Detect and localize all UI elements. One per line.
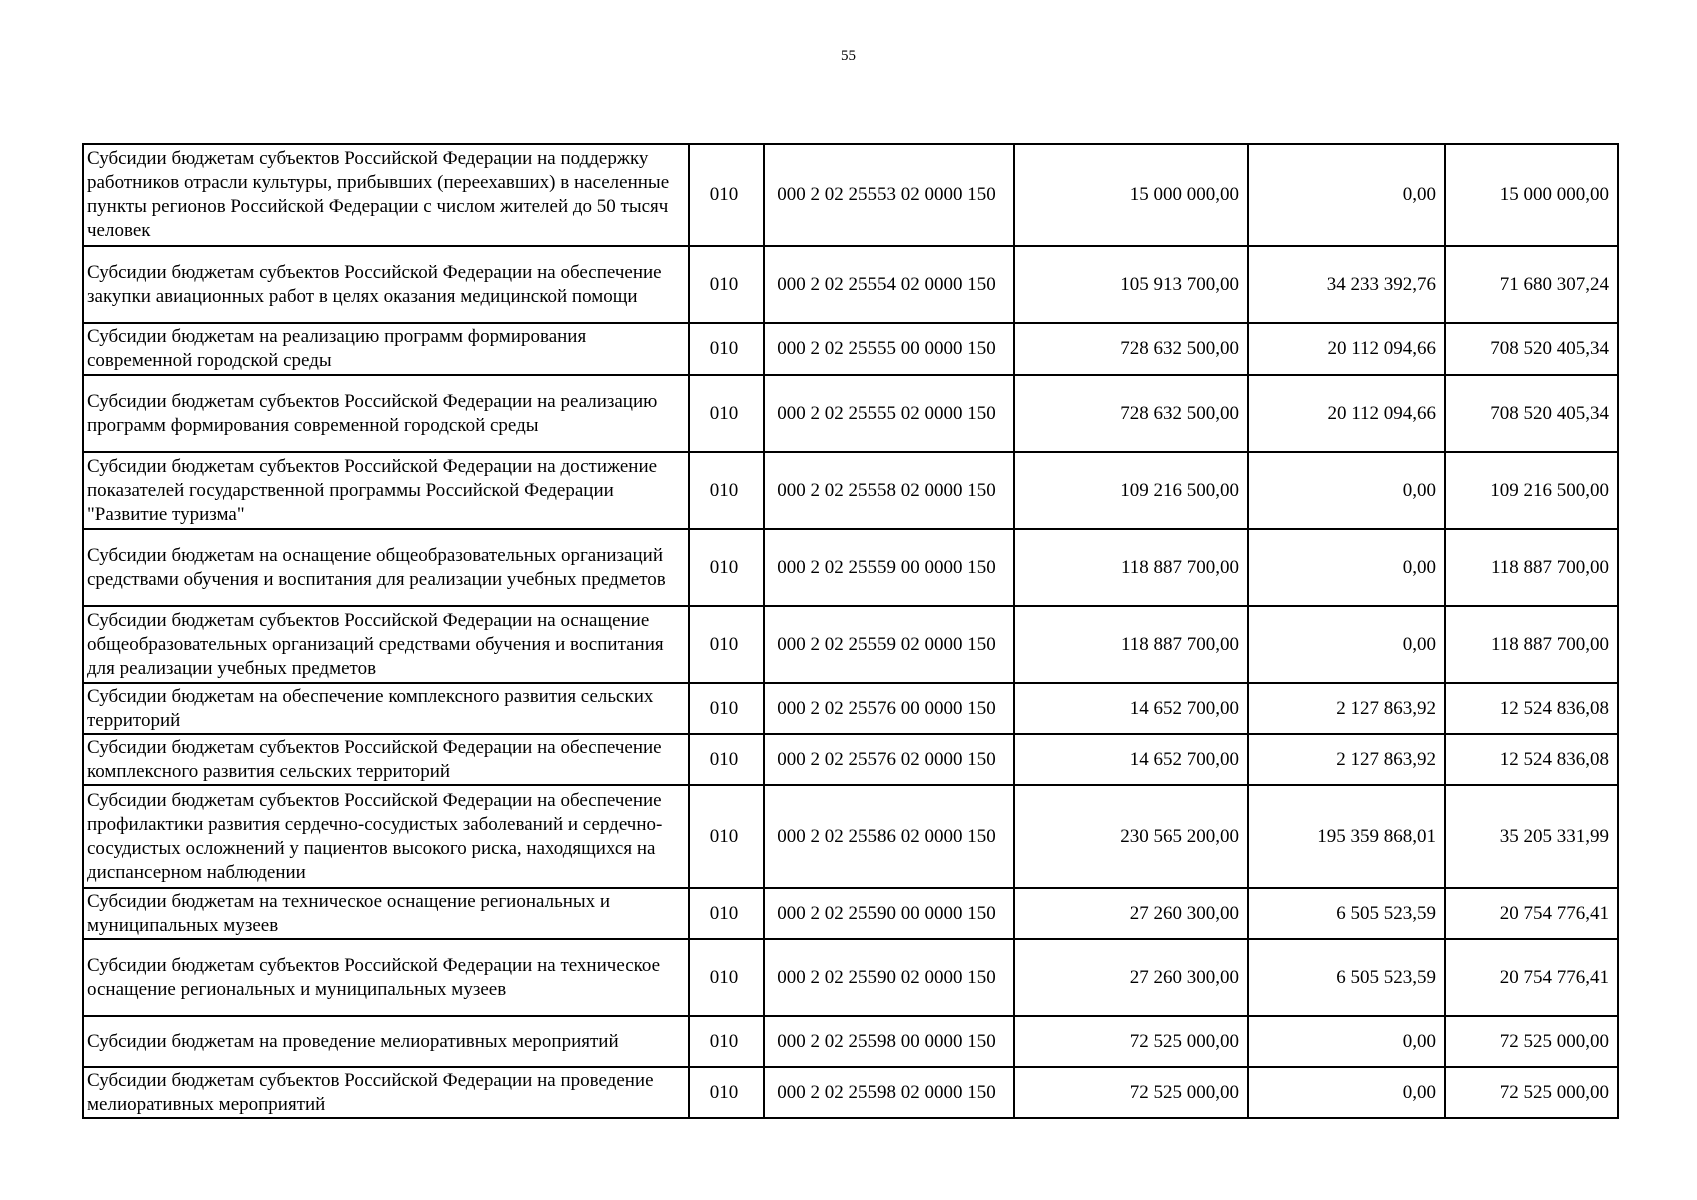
remaining-amount-cell: 12 524 836,08 — [1445, 683, 1618, 734]
executed-amount-cell: 0,00 — [1248, 144, 1445, 246]
remaining-amount-cell: 35 205 331,99 — [1445, 785, 1618, 888]
approved-amount-cell: 118 887 700,00 — [1014, 606, 1248, 683]
executed-amount-cell: 0,00 — [1248, 529, 1445, 606]
admin-code-cell: 010 — [689, 683, 764, 734]
remaining-amount-cell: 109 216 500,00 — [1445, 452, 1618, 529]
income-name-cell: Субсидии бюджетам субъектов Российской Федерации на реализацию программ формирования современной городской среды — [83, 375, 689, 452]
income-code-cell: 000 2 02 25598 00 0000 150 — [764, 1016, 1014, 1067]
admin-code-cell: 010 — [689, 1067, 764, 1118]
income-name-cell: Субсидии бюджетам субъектов Российской Федерации на оснащение общеобразовательных организаций средствами обучения и воспитания для реализации учебных предметов — [83, 606, 689, 683]
income-name-cell: Субсидии бюджетам субъектов Российской Федерации на обеспечение комплексного развития сельских территорий — [83, 734, 689, 785]
admin-code-cell: 010 — [689, 888, 764, 939]
admin-code-cell: 010 — [689, 529, 764, 606]
remaining-amount-cell: 15 000 000,00 — [1445, 144, 1618, 246]
income-code-cell: 000 2 02 25553 02 0000 150 — [764, 144, 1014, 246]
income-name-cell: Субсидии бюджетам субъектов Российской Федерации на обеспечение профилактики развития сердечно-сосудистых заболеваний и сердечно-сосудистых осложнений у пациентов высокого риска, находящихся на диспансерном наблюдении — [83, 785, 689, 888]
admin-code-cell: 010 — [689, 606, 764, 683]
income-code-cell: 000 2 02 25554 02 0000 150 — [764, 246, 1014, 323]
table-row — [83, 683, 1618, 734]
remaining-amount-cell: 708 520 405,34 — [1445, 375, 1618, 452]
income-code-cell: 000 2 02 25576 02 0000 150 — [764, 734, 1014, 785]
admin-code-cell: 010 — [689, 246, 764, 323]
approved-amount-cell: 14 652 700,00 — [1014, 734, 1248, 785]
remaining-amount-cell: 71 680 307,24 — [1445, 246, 1618, 323]
approved-amount-cell: 230 565 200,00 — [1014, 785, 1248, 888]
income-name-cell: Субсидии бюджетам субъектов Российской Федерации на достижение показателей государственной программы Российской Федерации "Развитие туризма" — [83, 452, 689, 529]
approved-amount-cell: 109 216 500,00 — [1014, 452, 1248, 529]
remaining-amount-cell: 72 525 000,00 — [1445, 1016, 1618, 1067]
admin-code-cell: 010 — [689, 734, 764, 785]
income-name-cell: Субсидии бюджетам на техническое оснащение региональных и муниципальных музеев — [83, 888, 689, 939]
remaining-amount-cell: 708 520 405,34 — [1445, 323, 1618, 375]
executed-amount-cell: 0,00 — [1248, 606, 1445, 683]
income-code-cell: 000 2 02 25590 02 0000 150 — [764, 939, 1014, 1016]
income-code-cell: 000 2 02 25586 02 0000 150 — [764, 785, 1014, 888]
executed-amount-cell: 0,00 — [1248, 1067, 1445, 1118]
table-row — [83, 1016, 1618, 1067]
income-name-cell: Субсидии бюджетам на проведение мелиоративных мероприятий — [83, 1016, 689, 1067]
income-name-cell: Субсидии бюджетам субъектов Российской Федерации на поддержку работников отрасли культуры, прибывших (переехавших) в населенные пункты регионов Российской Федерации с числом жителей до 50 тысяч человек — [83, 144, 689, 246]
approved-amount-cell: 118 887 700,00 — [1014, 529, 1248, 606]
table-row — [83, 375, 1618, 452]
table-row — [83, 888, 1618, 939]
admin-code-cell: 010 — [689, 785, 764, 888]
approved-amount-cell: 105 913 700,00 — [1014, 246, 1248, 323]
approved-amount-cell: 27 260 300,00 — [1014, 939, 1248, 1016]
table-row — [83, 246, 1618, 323]
executed-amount-cell: 2 127 863,92 — [1248, 683, 1445, 734]
remaining-amount-cell: 20 754 776,41 — [1445, 888, 1618, 939]
approved-amount-cell: 14 652 700,00 — [1014, 683, 1248, 734]
approved-amount-cell: 27 260 300,00 — [1014, 888, 1248, 939]
income-name-cell: Субсидии бюджетам на реализацию программ формирования современной городской среды — [83, 323, 689, 375]
income-code-cell: 000 2 02 25555 02 0000 150 — [764, 375, 1014, 452]
admin-code-cell: 010 — [689, 939, 764, 1016]
income-code-cell: 000 2 02 25559 02 0000 150 — [764, 606, 1014, 683]
approved-amount-cell: 72 525 000,00 — [1014, 1016, 1248, 1067]
executed-amount-cell: 0,00 — [1248, 1016, 1445, 1067]
table-row — [83, 606, 1618, 683]
table-row — [83, 785, 1618, 888]
approved-amount-cell: 15 000 000,00 — [1014, 144, 1248, 246]
remaining-amount-cell: 72 525 000,00 — [1445, 1067, 1618, 1118]
executed-amount-cell: 195 359 868,01 — [1248, 785, 1445, 888]
executed-amount-cell: 6 505 523,59 — [1248, 888, 1445, 939]
income-name-cell: Субсидии бюджетам на оснащение общеобразовательных организаций средствами обучения и воспитания для реализации учебных предметов — [83, 529, 689, 606]
admin-code-cell: 010 — [689, 144, 764, 246]
income-code-cell: 000 2 02 25590 00 0000 150 — [764, 888, 1014, 939]
admin-code-cell: 010 — [689, 452, 764, 529]
remaining-amount-cell: 118 887 700,00 — [1445, 606, 1618, 683]
admin-code-cell: 010 — [689, 1016, 764, 1067]
income-code-cell: 000 2 02 25558 02 0000 150 — [764, 452, 1014, 529]
page-number: 55 — [841, 48, 856, 64]
executed-amount-cell: 6 505 523,59 — [1248, 939, 1445, 1016]
remaining-amount-cell: 118 887 700,00 — [1445, 529, 1618, 606]
income-code-cell: 000 2 02 25555 00 0000 150 — [764, 323, 1014, 375]
income-code-cell: 000 2 02 25559 00 0000 150 — [764, 529, 1014, 606]
remaining-amount-cell: 12 524 836,08 — [1445, 734, 1618, 785]
table-row — [83, 144, 1618, 246]
admin-code-cell: 010 — [689, 323, 764, 375]
remaining-amount-cell: 20 754 776,41 — [1445, 939, 1618, 1016]
executed-amount-cell: 34 233 392,76 — [1248, 246, 1445, 323]
table-row — [83, 1067, 1618, 1118]
executed-amount-cell: 2 127 863,92 — [1248, 734, 1445, 785]
income-code-cell: 000 2 02 25598 02 0000 150 — [764, 1067, 1014, 1118]
approved-amount-cell: 728 632 500,00 — [1014, 323, 1248, 375]
executed-amount-cell: 20 112 094,66 — [1248, 375, 1445, 452]
table-row — [83, 529, 1618, 606]
table-row — [83, 323, 1618, 375]
income-name-cell: Субсидии бюджетам субъектов Российской Федерации на проведение мелиоративных мероприятий — [83, 1067, 689, 1118]
table-row — [83, 734, 1618, 785]
table-row — [83, 939, 1618, 1016]
table-row — [83, 452, 1618, 529]
income-name-cell: Субсидии бюджетам субъектов Российской Федерации на техническое оснащение региональных и муниципальных музеев — [83, 939, 689, 1016]
executed-amount-cell: 20 112 094,66 — [1248, 323, 1445, 375]
approved-amount-cell: 72 525 000,00 — [1014, 1067, 1248, 1118]
income-name-cell: Субсидии бюджетам на обеспечение комплексного развития сельских территорий — [83, 683, 689, 734]
income-code-cell: 000 2 02 25576 00 0000 150 — [764, 683, 1014, 734]
income-name-cell: Субсидии бюджетам субъектов Российской Федерации на обеспечение закупки авиационных работ в целях оказания медицинской помощи — [83, 246, 689, 323]
approved-amount-cell: 728 632 500,00 — [1014, 375, 1248, 452]
budget-table — [82, 143, 1619, 1119]
executed-amount-cell: 0,00 — [1248, 452, 1445, 529]
admin-code-cell: 010 — [689, 375, 764, 452]
